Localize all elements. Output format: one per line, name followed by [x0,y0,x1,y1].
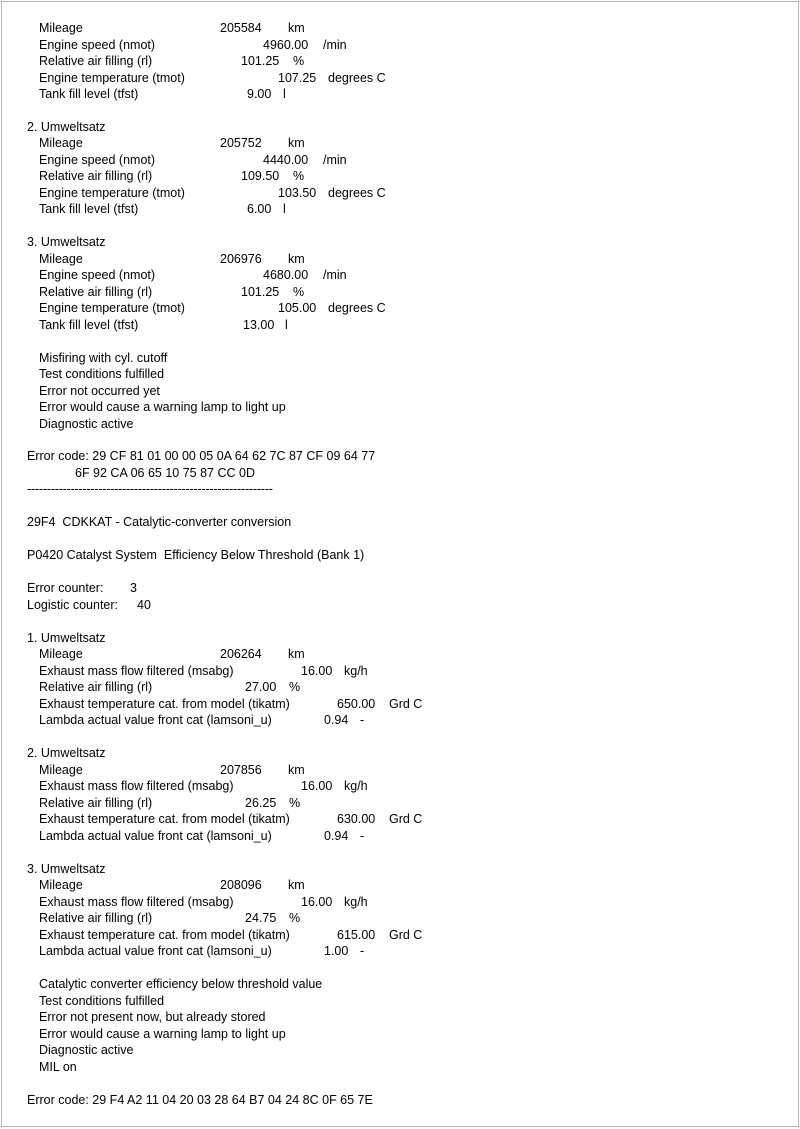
engine-temp-row [2,300,386,316]
status-text: Error not occurred yet [39,384,160,398]
error-code-line [2,1092,373,1108]
status-line [2,1009,266,1025]
error-code-line [2,448,376,464]
row-value: 16.00 [301,664,333,678]
row-label: Mileage [39,763,83,777]
lambda-row [2,712,365,728]
row-value: 0.94 [324,713,349,727]
row-value: 206264 [220,647,262,661]
tank-level-row [2,201,286,217]
row-label: Relative air filling (rl) [39,911,153,925]
row-unit: km [288,763,305,777]
row-label: Mileage [39,878,83,892]
status-text: Diagnostic active [39,1043,134,1057]
row-label: Engine temperature (tmot) [39,71,185,85]
row-label: Relative air filling (rl) [39,54,153,68]
row-unit: % [293,54,305,68]
row-label: Engine speed (nmot) [39,38,156,52]
row-unit: degrees C [328,71,386,85]
mileage-row [2,251,305,267]
env-set-title [2,234,106,250]
status-line [2,383,160,399]
row-label: Exhaust temperature cat. from model (tikatm) [39,928,290,942]
separator-text: -------------------------------------------------------------- [27,482,273,496]
status-text: Diagnostic active [39,417,134,431]
air-filling-row [2,795,301,811]
row-unit: - [360,944,365,958]
air-filling-row [2,168,305,184]
row-label: Exhaust mass flow filtered (msabg) [39,779,234,793]
row-value: 650.00 [337,697,376,711]
row-value: 0.94 [324,829,349,843]
air-filling-row [2,53,305,69]
env-set-title-text: 2. Umweltsatz [27,120,106,134]
status-line [2,366,165,382]
exhaust-mass-flow-row [2,894,368,910]
row-value: 4960.00 [263,38,309,52]
row-value: 9.00 [247,87,272,101]
env-set-title-text: 3. Umweltsatz [27,235,106,249]
row-value: 16.00 [301,779,333,793]
row-label: Relative air filling (rl) [39,680,153,694]
air-filling-row [2,284,305,300]
row-value: 13.00 [243,318,275,332]
engine-speed-row [2,267,347,283]
row-unit: - [360,713,365,727]
error-code-text: 6F 92 CA 06 65 10 75 87 CC 0D [75,466,255,480]
row-unit: /min [323,153,347,167]
row-label: Lambda actual value front cat (lamsoni_u) [39,713,272,727]
row-unit: /min [323,268,347,282]
tank-level-row [2,317,288,333]
row-label: Lambda actual value front cat (lamsoni_u) [39,829,272,843]
mileage-row [2,135,305,151]
status-text: Error would cause a warning lamp to light up [39,400,286,414]
counter-label: Logistic counter: [27,598,119,612]
row-label: Exhaust mass flow filtered (msabg) [39,895,234,909]
row-unit: Grd C [389,812,423,826]
row-value: 26.25 [245,796,277,810]
lambda-row [2,943,365,959]
row-value: 205584 [220,21,262,35]
row-unit: % [293,285,305,299]
status-text: MIL on [39,1060,77,1074]
obd-code-line [2,547,365,563]
error-code-text: Error code: 29 F4 A2 11 04 20 03 28 64 B7 04 24 8C 0F 65 7E [27,1093,373,1107]
row-value: 105.00 [278,301,317,315]
row-label: Engine temperature (tmot) [39,186,185,200]
env-set-title [2,630,106,646]
row-label: Engine speed (nmot) [39,268,156,282]
row-value: 630.00 [337,812,376,826]
row-value: 615.00 [337,928,376,942]
row-label: Engine speed (nmot) [39,153,156,167]
status-line [2,993,165,1009]
obd-code-text: P0420 Catalyst System Efficiency Below Threshold (Bank 1) [27,548,365,562]
env-set-title-text: 1. Umweltsatz [27,631,106,645]
row-label: Exhaust mass flow filtered (msabg) [39,664,234,678]
status-line [2,1059,77,1075]
error-code-continuation [2,465,255,481]
air-filling-row [2,679,301,695]
engine-speed-row [2,152,347,168]
status-text: Error not present now, but already stored [39,1010,266,1024]
row-value: 206976 [220,252,262,266]
row-label: Tank fill level (tfst) [39,87,139,101]
row-label: Exhaust temperature cat. from model (tikatm) [39,812,290,826]
row-label: Tank fill level (tfst) [39,202,139,216]
row-label: Mileage [39,252,83,266]
engine-temp-row [2,185,386,201]
row-value: 24.75 [245,911,277,925]
fault-header [2,514,292,530]
row-value: 4680.00 [263,268,309,282]
env-set-title [2,119,106,135]
row-label: Tank fill level (tfst) [39,318,139,332]
status-text: Test conditions fulfilled [39,367,165,381]
row-unit: % [289,796,301,810]
status-line [2,350,168,366]
row-label: Relative air filling (rl) [39,796,153,810]
row-unit: km [288,252,305,266]
fault-memory-report [1,1,799,1127]
row-unit: kg/h [344,895,368,909]
row-value: 205752 [220,136,262,150]
row-unit: kg/h [344,664,368,678]
mileage-row [2,20,305,36]
error-counter-row [2,580,137,596]
row-value: 27.00 [245,680,277,694]
exhaust-temp-row [2,811,423,827]
row-value: 208096 [220,878,262,892]
env-set-title-text: 2. Umweltsatz [27,746,106,760]
row-label: Mileage [39,21,83,35]
mileage-row [2,646,305,662]
env-set-title-text: 3. Umweltsatz [27,862,106,876]
row-label: Engine temperature (tmot) [39,301,185,315]
mileage-row [2,877,305,893]
row-unit: km [288,21,305,35]
status-line [2,399,286,415]
logistic-counter-row [2,597,151,613]
exhaust-temp-row [2,696,423,712]
row-value: 109.50 [241,169,280,183]
row-value: 6.00 [247,202,272,216]
row-value: 207856 [220,763,262,777]
status-text: Misfiring with cyl. cutoff [39,351,168,365]
counter-value: 3 [130,581,137,595]
row-value: 4440.00 [263,153,309,167]
row-unit: % [293,169,305,183]
row-unit: km [288,647,305,661]
env-set-title [2,861,106,877]
status-text: Error would cause a warning lamp to light up [39,1027,286,1041]
row-unit: l [283,202,286,216]
row-label: Mileage [39,647,83,661]
row-unit: /min [323,38,347,52]
row-value: 101.25 [241,285,280,299]
exhaust-temp-row [2,927,423,943]
row-unit: - [360,829,365,843]
mileage-row [2,762,305,778]
env-set-title [2,745,106,761]
exhaust-mass-flow-row [2,778,368,794]
row-unit: kg/h [344,779,368,793]
row-label: Lambda actual value front cat (lamsoni_u) [39,944,272,958]
row-unit: Grd C [389,697,423,711]
engine-speed-row [2,37,347,53]
counter-label: Error counter: [27,581,104,595]
row-label: Relative air filling (rl) [39,285,153,299]
row-unit: km [288,136,305,150]
status-line [2,1026,286,1042]
status-line [2,976,323,992]
lambda-row [2,828,365,844]
tank-level-row [2,86,286,102]
row-unit: km [288,878,305,892]
separator-line [2,481,273,497]
row-label: Exhaust temperature cat. from model (tikatm) [39,697,290,711]
status-text: Catalytic converter efficiency below threshold value [39,977,323,991]
row-value: 1.00 [324,944,349,958]
row-value: 107.25 [278,71,317,85]
air-filling-row [2,910,301,926]
fault-header-text: 29F4 CDKKAT - Catalytic-converter conversion [27,515,292,529]
row-value: 103.50 [278,186,317,200]
row-label: Mileage [39,136,83,150]
exhaust-mass-flow-row [2,663,368,679]
row-unit: % [289,680,301,694]
row-unit: degrees C [328,301,386,315]
row-unit: degrees C [328,186,386,200]
counter-value: 40 [137,598,151,612]
row-value: 16.00 [301,895,333,909]
status-line [2,1042,134,1058]
status-text: Test conditions fulfilled [39,994,165,1008]
row-unit: l [283,87,286,101]
row-value: 101.25 [241,54,280,68]
row-unit: l [285,318,288,332]
row-unit: % [289,911,301,925]
engine-temp-row [2,70,386,86]
error-code-text: Error code: 29 CF 81 01 00 00 05 0A 64 62 7C 87 CF 09 64 77 [27,449,376,463]
row-label: Relative air filling (rl) [39,169,153,183]
row-unit: Grd C [389,928,423,942]
status-line [2,416,134,432]
